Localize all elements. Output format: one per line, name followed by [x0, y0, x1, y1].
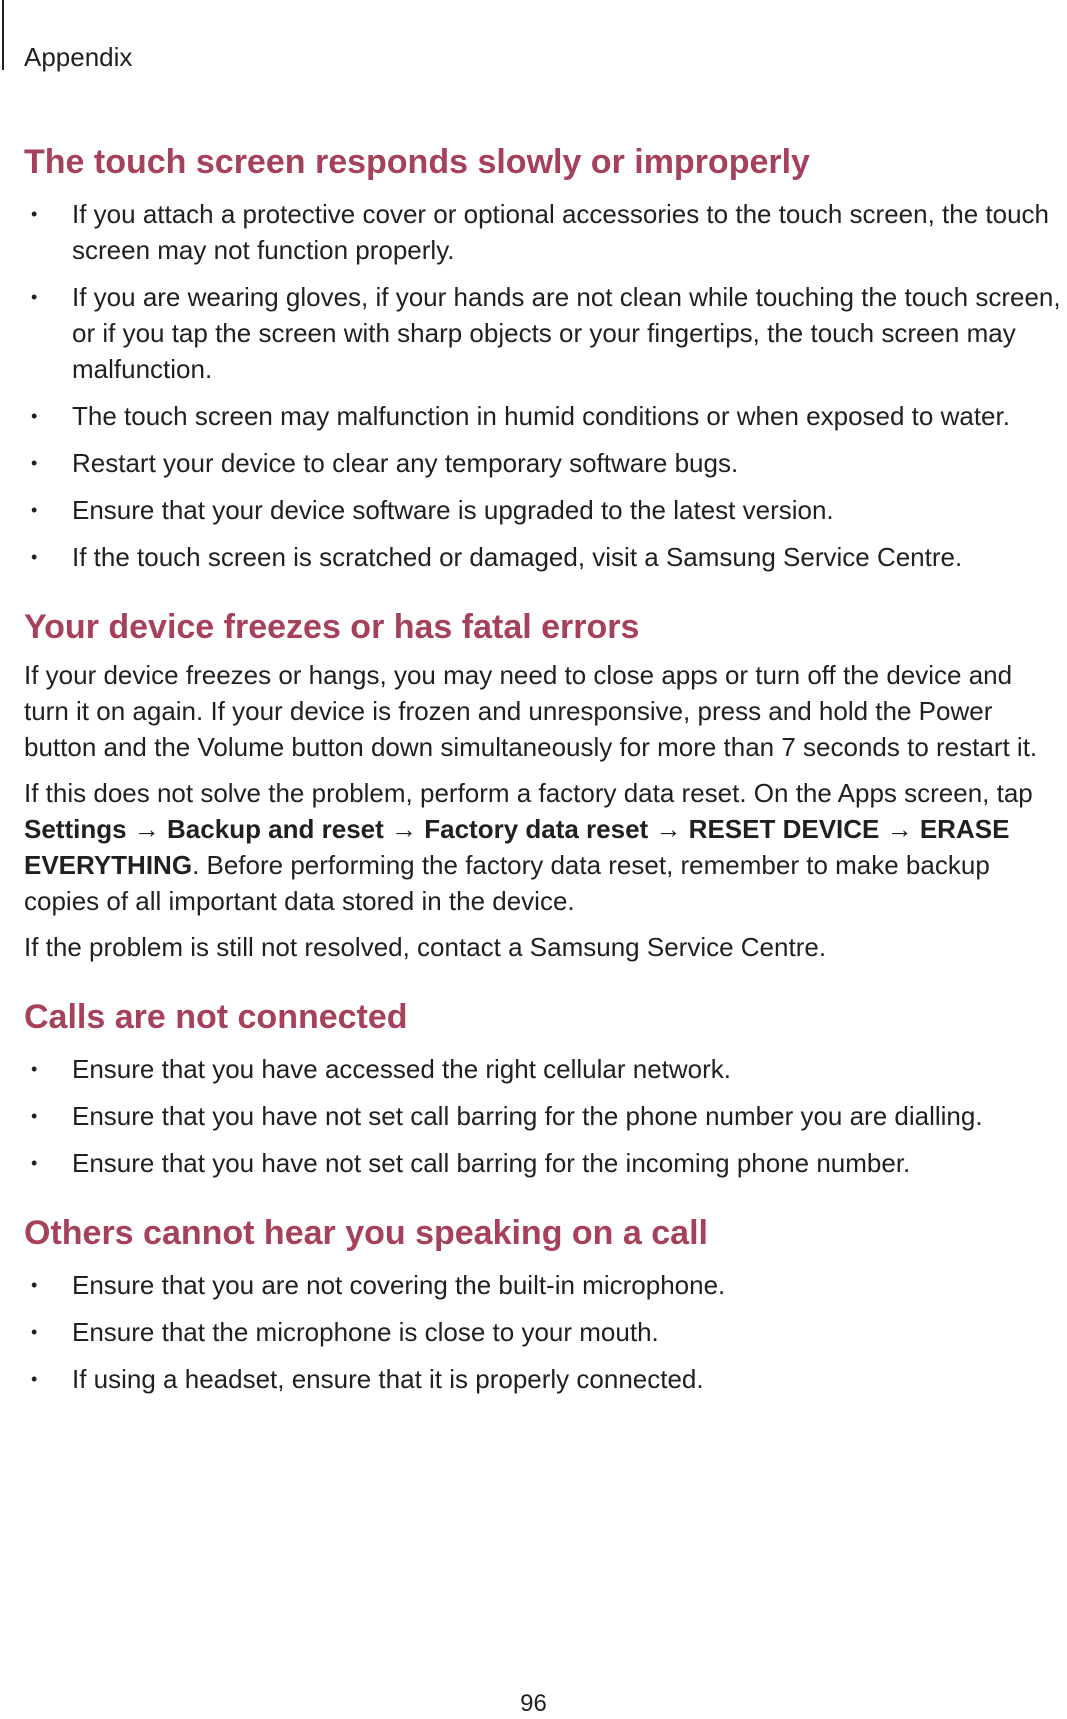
- arrow-icon: →: [648, 814, 689, 844]
- list-item: • If the touch screen is scratched or damaged, visit a Samsung Service Centre.: [24, 539, 1064, 575]
- menu-path-settings: Settings: [24, 814, 127, 844]
- bullet-list: [24, 1267, 1064, 1397]
- menu-path-factory-reset: Factory data reset: [424, 814, 649, 844]
- corner-rule: [2, 0, 4, 70]
- list-item: • Ensure that you have not set call barring for the incoming phone number.: [24, 1145, 1064, 1181]
- menu-path-erase-everything: ERASE EVERYTHING: [24, 814, 1010, 880]
- list-item: • Restart your device to clear any temporary software bugs.: [24, 445, 1064, 481]
- bullet-icon: •: [31, 1275, 38, 1295]
- bullet-icon: •: [31, 453, 38, 473]
- bullet-icon: •: [31, 1153, 38, 1173]
- bullet-list: [24, 1051, 1064, 1181]
- bullet-icon: •: [31, 406, 38, 426]
- list-item: • If using a headset, ensure that it is properly connected.: [24, 1361, 1064, 1397]
- bullet-icon: •: [31, 1322, 38, 1342]
- arrow-icon: →: [383, 814, 425, 844]
- bullet-icon: •: [31, 547, 38, 567]
- section-calls: [24, 995, 1064, 1181]
- menu-path-backup-reset: Backup and reset: [167, 814, 384, 844]
- list-item: • Ensure that you are not covering the built-in microphone.: [24, 1267, 1064, 1303]
- paragraph: If the problem is still not resolved, contact a Samsung Service Centre.: [24, 932, 827, 962]
- bullet-list: [24, 196, 1064, 575]
- paragraph-reset-path: If this does not solve the problem, perform a factory data reset. On the Apps screen, tap Settings → Backup and reset → Factory data reset → RESET DEVICE → ERASE EVERYTHING. Before performing the factory data reset, remember to make backup copies of all important data stored in the device.: [24, 778, 1033, 916]
- list-item: • If you are wearing gloves, if your hands are not clean while touching the touch screen, or if you tap the screen with sharp objects or your fingertips, the touch screen may malfunction.: [24, 279, 1064, 387]
- page-content: [24, 140, 1064, 1408]
- heading-speaking: Others cannot hear you speaking on a call: [24, 1214, 708, 1252]
- bullet-icon: •: [31, 287, 38, 307]
- heading-touch-screen: The touch screen responds slowly or improperly: [24, 143, 810, 181]
- arrow-icon: →: [126, 814, 168, 844]
- list-item: • Ensure that you have accessed the right cellular network.: [24, 1051, 1064, 1087]
- section-speaking: [24, 1211, 1064, 1397]
- list-item: • The touch screen may malfunction in humid conditions or when exposed to water.: [24, 398, 1064, 434]
- menu-path-reset-device: RESET DEVICE: [688, 814, 880, 844]
- bullet-icon: •: [31, 1369, 38, 1389]
- bullet-icon: •: [31, 204, 38, 224]
- list-item: • If you attach a protective cover or optional accessories to the touch screen, the touch screen may not function properly.: [24, 196, 1064, 268]
- heading-calls: Calls are not connected: [24, 998, 408, 1036]
- bullet-icon: •: [31, 500, 38, 520]
- heading-freezes: Your device freezes or has fatal errors: [24, 608, 640, 646]
- page-number: 96: [520, 1690, 547, 1717]
- paragraph: If your device freezes or hangs, you may need to close apps or turn off the device and turn it on again. If your device is frozen and unresponsive, press and hold the Power button and the Volume button down simultaneously for more than 7 seconds to restart it.: [24, 660, 1038, 762]
- list-item: • Ensure that your device software is upgraded to the latest version.: [24, 492, 1064, 528]
- section-touch-screen: [24, 140, 1064, 575]
- bullet-icon: •: [31, 1059, 38, 1079]
- bullet-icon: •: [31, 1106, 38, 1126]
- section-header: Appendix: [24, 42, 133, 72]
- section-freezes: [24, 605, 1064, 965]
- list-item: • Ensure that the microphone is close to your mouth.: [24, 1314, 1064, 1350]
- list-item: • Ensure that you have not set call barring for the phone number you are dialling.: [24, 1098, 1064, 1134]
- arrow-icon: →: [879, 814, 920, 844]
